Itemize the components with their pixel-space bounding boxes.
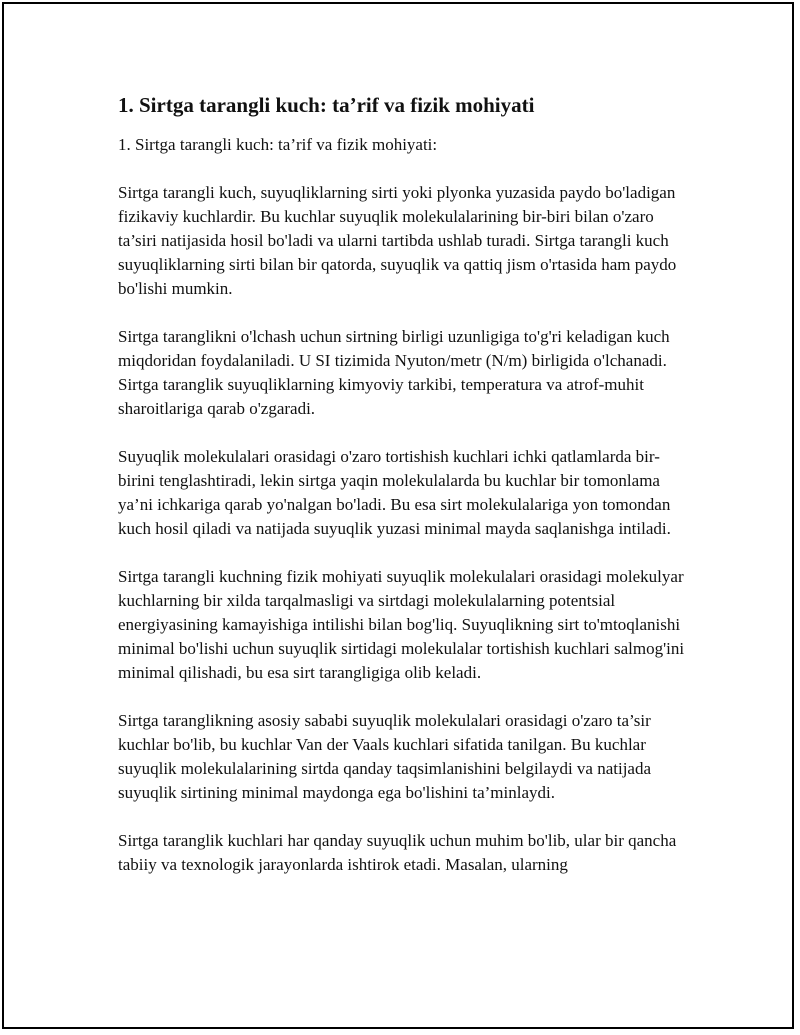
paragraph-molecular-forces: Suyuqlik molekulalari orasidagi o'zaro tortishish kuchlari ichki qatlamlarda bir-birini tenglashtiradi, lekin sirtga yaqin molekulalarda bu kuchlar bir tomonlama ya’ni ichkariga qarab yo'nalgan bo'ladi. Bu esa sirt molekulalariga yon tomondan kuch hosil qiladi va natijada suyuqlik yuzasi minimal mayda saqlanishga intiladi. [118, 447, 671, 539]
paragraph-importance: Sirtga taranglik kuchlari har qanday suyuqlik uchun muhim bo'lib, ular bir qancha tabiiy va texnologik jarayonlarda ishtirok etadi. Masalan, ularning [118, 831, 677, 875]
paragraph-physical-essence: Sirtga tarangli kuchning fizik mohiyati suyuqlik molekulalari orasidagi molekulyar kuchlarning bir xilda tarqalmasligi va sirtdagi molekulalarning potentsial energiyasining kamayishiga intilishi bilan bog'liq. Suyuqlikning sirt to'mtoqlanishi minimal bo'lishi uchun suyuqlik sirtidagi molekulalar tortishish kuchlari salmog'ini minimal qilishadi, bu esa sirt tarangligiga olib keladi. [118, 567, 685, 683]
document-body [118, 92, 686, 901]
section-subtitle: 1. Sirtga tarangli kuch: ta’rif va fizik mohiyati: [118, 135, 438, 155]
paragraph-van-der-waals: Sirtga taranglikning asosiy sababi suyuqlik molekulalari orasidagi o'zaro ta’sir kuchlar bo'lib, bu kuchlar Van der Vaals kuchlari sifatida tanilgan. Bu kuchlar suyuqlik molekulalarining sirtda qanday taqsimlanishini belgilaydi va natijada suyuqlik sirtining minimal maydonga ega bo'lishini ta’minlaydi. [118, 711, 652, 803]
document-title: 1. Sirtga tarangli kuch: ta’rif va fizik mohiyati [118, 93, 535, 117]
paragraph-measurement: Sirtga taranglikni o'lchash uchun sirtning birligi uzunligiga to'g'ri keladigan kuch miqdoridan foydalaniladi. U SI tizimida Nyuton/metr (N/m) birligida o'lchanadi. Sirtga taranglik suyuqliklarning kimyoviy tarkibi, temperatura va atrof-muhit sharoitlariga qarab o'zgaradi. [118, 327, 670, 419]
paragraph-definition: Sirtga tarangli kuch, suyuqliklarning sirti yoki plyonka yuzasida paydo bo'ladigan fizikaviy kuchlardir. Bu kuchlar suyuqlik molekulalarining bir-biri bilan o'zaro ta’siri natijasida hosil bo'ladi va ularni tartibda ushlab turadi. Sirtga tarangli kuch suyuqliklarning sirti bilan bir qatorda, suyuqlik va qattiq jism o'rtasida ham paydo bo'lishi mumkin. [118, 183, 677, 299]
